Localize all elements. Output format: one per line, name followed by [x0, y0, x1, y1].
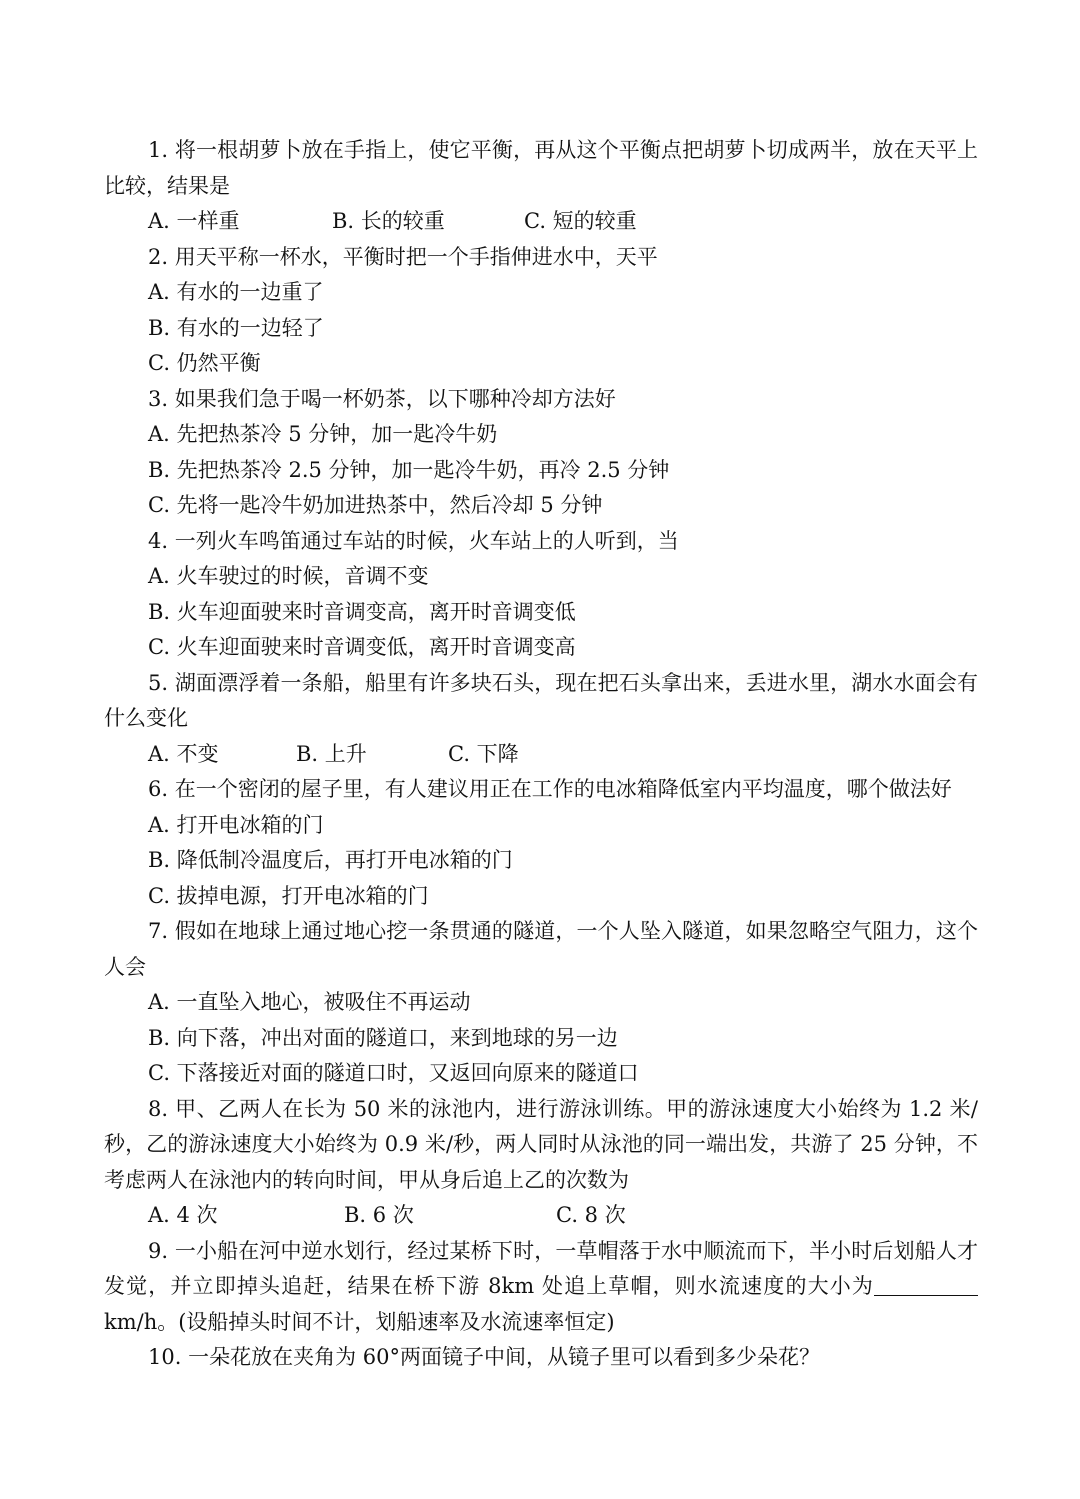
question-3-option-b[interactable]: B. 先把热茶冷 2.5 分钟，加一匙冷牛奶，再冷 2.5 分钟: [148, 457, 670, 482]
question-5-option-a[interactable]: A. 不变: [148, 741, 219, 766]
question-5: [104, 666, 978, 737]
question-1-option-a[interactable]: A. 一样重: [148, 209, 240, 233]
answer-blank[interactable]: [874, 1273, 978, 1296]
question-7-option-b[interactable]: B. 向下落，冲出对面的隧道口，来到地球的另一边: [148, 1025, 618, 1050]
question-4-option-b[interactable]: B. 火车迎面驶来时音调变高，离开时音调变低: [148, 599, 576, 624]
question-1: [104, 133, 978, 204]
question-9-stem: [104, 1234, 978, 1341]
question-8: [104, 1092, 978, 1199]
question-3-option-a[interactable]: A. 先把热茶冷 5 分钟，加一匙冷牛奶: [148, 422, 498, 446]
question-7: [104, 914, 978, 985]
question-4-option-a[interactable]: A. 火车驶过的时候，音调不变: [148, 564, 429, 588]
question-2-stem: 2. 用天平称一杯水，平衡时把一个手指伸进水中，天平: [148, 244, 658, 269]
question-8-stem: 8. 甲、乙两人在长为 50 米的泳池内，进行游泳训练。甲的游泳速度大小始终为 1.2 米/秒，乙的游泳速度大小始终为 0.9 米/秒，两人同时从泳池的同一端出发，共游了 25 分钟，不考虑两人在泳池内的转向时间，甲从身后追上乙的次数为: [104, 1096, 978, 1192]
question-9: [104, 1234, 978, 1341]
question-8-option-c[interactable]: C. 8 次: [556, 1203, 626, 1227]
question-5-option-c[interactable]: C. 下降: [448, 741, 519, 766]
question-9-stem-text: 9. 一小船在河中逆水划行，经过某桥下时，一草帽落于水中顺流而下，半小时后划船人才发觉，并立即掉头追赶，结果在桥下游 8km 处追上草帽，则水流速度的大小为: [104, 1238, 978, 1298]
question-3-option-c[interactable]: C. 先将一匙冷牛奶加进热茶中，然后冷却 5 分钟: [148, 493, 603, 517]
question-8-options: [104, 1198, 978, 1234]
question-7-stem: 7. 假如在地球上通过地心挖一条贯通的隧道，一个人坠入隧道，如果忽略空气阻力，这个人会: [104, 919, 978, 979]
question-6-option-a[interactable]: A. 打开电冰箱的门: [148, 812, 324, 837]
question-8-option-b[interactable]: B. 6 次: [344, 1203, 414, 1227]
question-4-stem: 4. 一列火车鸣笛通过车站的时候，火车站上的人听到，当: [148, 528, 679, 553]
question-5-options: [104, 737, 978, 773]
question-6-option-b[interactable]: B. 降低制冷温度后，再打开电冰箱的门: [148, 848, 513, 872]
question-9-stem-tail: km/h。(设船掉头时间不计，划船速率及水流速率恒定): [104, 1309, 615, 1334]
question-7-option-a[interactable]: A. 一直坠入地心，被吸住不再运动: [148, 990, 471, 1014]
question-6-stem: 6. 在一个密闭的屋子里，有人建议用正在工作的电冰箱降低室内平均温度，哪个做法好: [148, 777, 952, 801]
question-1-option-b[interactable]: B. 长的较重: [332, 209, 445, 233]
question-2-option-c[interactable]: C. 仍然平衡: [148, 351, 261, 375]
question-1-options: [104, 204, 978, 240]
question-5-option-b[interactable]: B. 上升: [296, 741, 367, 766]
question-10-stem: 10. 一朵花放在夹角为 60°两面镜子中间，从镜子里可以看到多少朵花？: [148, 1345, 820, 1369]
question-7-option-c[interactable]: C. 下落接近对面的隧道口时，又返回向原来的隧道口: [148, 1061, 639, 1085]
question-2-option-a[interactable]: A. 有水的一边重了: [148, 280, 324, 304]
question-8-option-a[interactable]: A. 4 次: [148, 1203, 218, 1227]
question-list: [104, 133, 978, 1376]
question-2-option-b[interactable]: B. 有水的一边轻了: [148, 315, 324, 340]
question-1-stem: 1. 将一根胡萝卜放在手指上，使它平衡，再从这个平衡点把胡萝卜切成两半，放在天平上比较，结果是: [104, 138, 978, 198]
question-4-option-c[interactable]: C. 火车迎面驶来时音调变低，离开时音调变高: [148, 635, 576, 659]
question-6-option-c[interactable]: C. 拔掉电源，打开电冰箱的门: [148, 883, 429, 908]
question-3-stem: 3. 如果我们急于喝一杯奶茶，以下哪种冷却方法好: [148, 386, 616, 411]
question-5-stem: 5. 湖面漂浮着一条船，船里有许多块石头，现在把石头拿出来，丢进水里，湖水水面会有什么变化: [104, 670, 978, 730]
question-1-option-c[interactable]: C. 短的较重: [524, 209, 637, 233]
